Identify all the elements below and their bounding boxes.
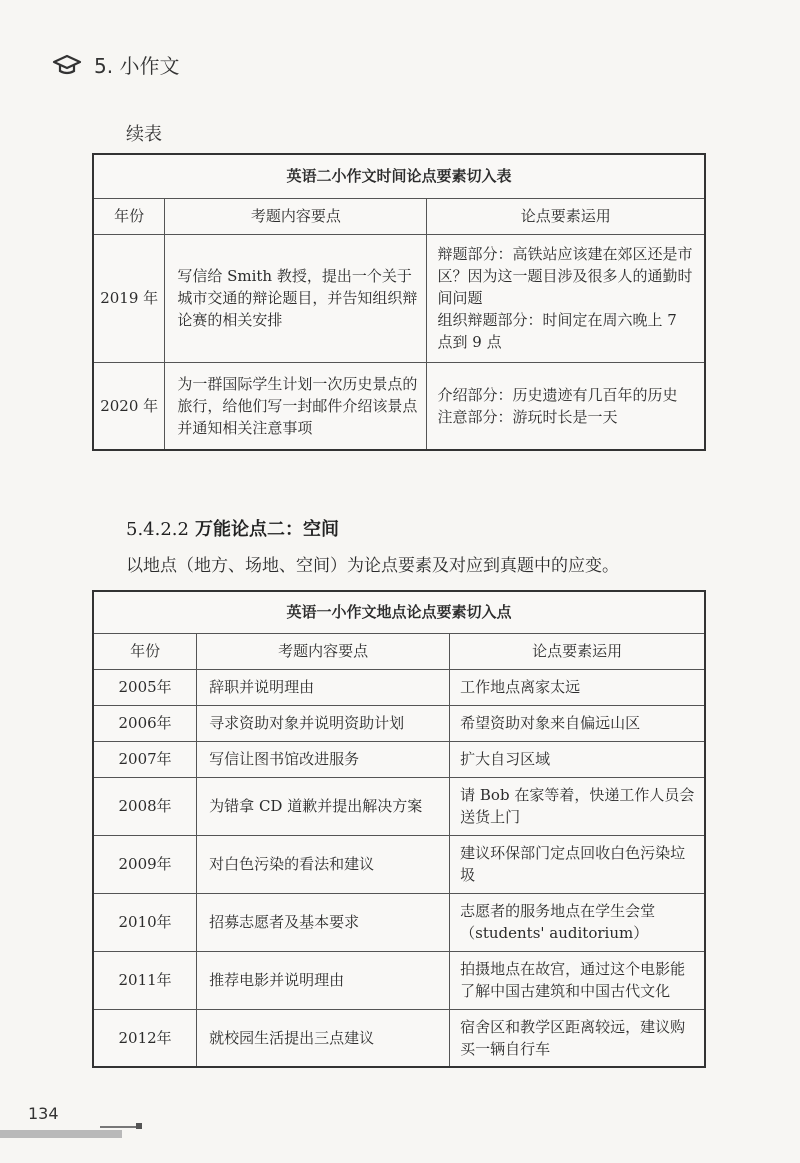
chapter-header — [52, 50, 179, 79]
page-number: 134 — [28, 1104, 59, 1123]
usage-line: 注意部分：游玩时长是一天 — [437, 407, 618, 426]
content-cell: 写信让图书馆改进服务 — [197, 741, 450, 777]
usage-cell: 志愿者的服务地点在学生会堂（students' auditorium） — [450, 893, 705, 951]
table2-caption: 英语一小作文地点论点要素切入点 — [93, 591, 705, 633]
section-title: 万能论点二：空间 — [194, 519, 339, 540]
content-cell: 对白色污染的看法和建议 — [197, 835, 450, 893]
location-argument-table — [92, 590, 706, 1068]
year-cell: 2007年 — [93, 741, 197, 777]
usage-cell: 请 Bob 在家等着，快递工作人员会送货上门 — [450, 777, 705, 835]
year-cell: 2006年 — [93, 705, 197, 741]
year-cell: 2008年 — [93, 777, 197, 835]
year-cell: 2005年 — [93, 669, 197, 705]
table-row — [93, 705, 705, 741]
table-row — [93, 669, 705, 705]
usage-line: 组织辩题部分：时间定在周六晚上 7 点到 9 点 — [437, 311, 677, 351]
content-cell: 写信给 Smith 教授，提出一个关于城市交通的辩论题目，并告知组织辩论赛的相关安排 — [165, 234, 427, 362]
time-argument-table — [92, 153, 706, 451]
table1-header-content: 考题内容要点 — [165, 198, 427, 234]
section-number: 5.4.2.2 — [126, 519, 189, 540]
table2-header-usage: 论点要素运用 — [450, 633, 705, 669]
table-row — [93, 951, 705, 1009]
footer-line — [100, 1126, 140, 1128]
content-cell: 寻求资助对象并说明资助计划 — [197, 705, 450, 741]
table2-header-content: 考题内容要点 — [197, 633, 450, 669]
table-row — [93, 1009, 705, 1067]
table-row — [93, 741, 705, 777]
table-row — [93, 362, 705, 450]
table2-header-year: 年份 — [93, 633, 197, 669]
usage-cell: 扩大自习区域 — [450, 741, 705, 777]
usage-cell — [427, 234, 705, 362]
graduation-cap-icon — [52, 54, 82, 76]
usage-cell: 宿舍区和教学区距离较远，建议购买一辆自行车 — [450, 1009, 705, 1067]
content-cell: 为一群国际学生计划一次历史景点的旅行，给他们写一封邮件介绍该景点并通知相关注意事项 — [165, 362, 427, 450]
table1-caption: 英语二小作文时间论点要素切入表 — [93, 154, 705, 198]
table-row — [93, 893, 705, 951]
content-cell: 招募志愿者及基本要求 — [197, 893, 450, 951]
year-cell: 2009年 — [93, 835, 197, 893]
usage-cell: 希望资助对象来自偏远山区 — [450, 705, 705, 741]
usage-cell — [427, 362, 705, 450]
chapter-title: 5. 小作文 — [94, 54, 180, 78]
usage-line: 介绍部分：历史遗迹有几百年的历史 — [437, 385, 678, 404]
section-intro: 以地点（地方、场地、空间）为论点要素及对应到真题中的应变。 — [126, 556, 619, 576]
content-cell: 辞职并说明理由 — [197, 669, 450, 705]
table-row — [93, 835, 705, 893]
table1-header-year: 年份 — [93, 198, 165, 234]
continued-label: 续表 — [126, 124, 162, 145]
year-cell: 2010年 — [93, 893, 197, 951]
table-row — [93, 234, 705, 362]
year-cell: 2011年 — [93, 951, 197, 1009]
content-cell: 就校园生活提出三点建议 — [197, 1009, 450, 1067]
table-row — [93, 777, 705, 835]
year-cell: 2012年 — [93, 1009, 197, 1067]
usage-cell: 工作地点离家太远 — [450, 669, 705, 705]
usage-cell: 建议环保部门定点回收白色污染垃圾 — [450, 835, 705, 893]
section-heading — [126, 515, 339, 541]
year-cell: 2019 年 — [93, 234, 165, 362]
content-cell: 推荐电影并说明理由 — [197, 951, 450, 1009]
content-cell: 为错拿 CD 道歉并提出解决方案 — [197, 777, 450, 835]
usage-cell: 拍摄地点在故宫，通过这个电影能了解中国古建筑和中国古代文化 — [450, 951, 705, 1009]
table1-header-usage: 论点要素运用 — [427, 198, 705, 234]
footer-bar — [0, 1130, 122, 1138]
year-cell: 2020 年 — [93, 362, 165, 450]
footer-marker — [136, 1123, 142, 1129]
usage-line: 辩题部分：高铁站应该建在郊区还是市区？因为这一题目涉及很多人的通勤时间问题 — [437, 245, 693, 307]
